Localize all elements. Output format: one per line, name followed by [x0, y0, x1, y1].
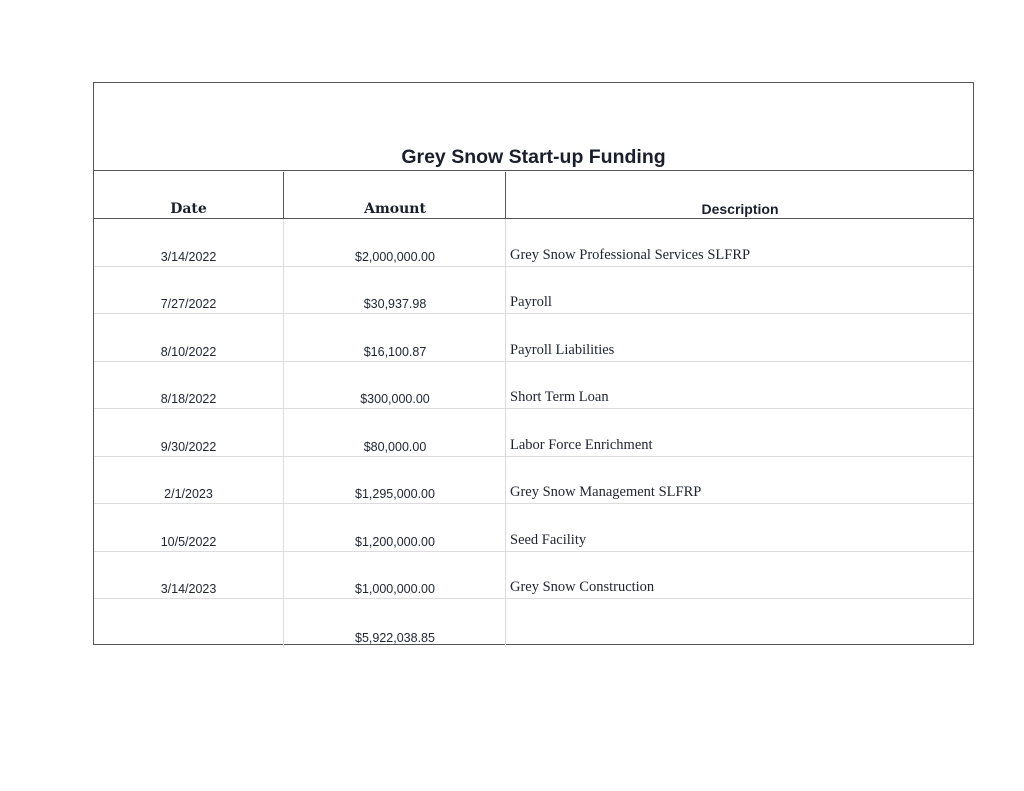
description-value: Grey Snow Construction [510, 579, 655, 595]
amount-cell [285, 504, 506, 551]
date-value: 8/10/2022 [160, 344, 217, 359]
amount-cell [285, 409, 506, 456]
description-cell [507, 457, 973, 504]
description-value: Labor Force Enrichment [510, 436, 653, 453]
description-value: Short Term Loan [510, 389, 609, 405]
date-value: 3/14/2022 [160, 249, 217, 264]
amount-cell [285, 362, 506, 409]
amount-value: $1,000,000.00 [355, 582, 435, 596]
date-cell [94, 457, 284, 504]
amount-value: $80,000.00 [363, 439, 427, 454]
date-cell [94, 552, 284, 599]
amount-value: $1,295,000.00 [355, 487, 435, 501]
total-date-cell [94, 599, 284, 647]
amount-value: $30,937.98 [363, 297, 427, 311]
amount-cell [285, 314, 506, 361]
table-row [94, 457, 973, 505]
date-cell [94, 504, 284, 551]
description-cell [507, 552, 973, 599]
table-row [94, 219, 973, 267]
table-row [94, 267, 973, 315]
table-row [94, 409, 973, 457]
funding-table [93, 82, 974, 645]
header-row [94, 172, 973, 219]
table-row [94, 504, 973, 552]
table-row [94, 362, 973, 410]
date-cell [94, 267, 284, 314]
amount-value: $300,000.00 [360, 392, 430, 406]
date-cell [94, 219, 284, 266]
description-cell [507, 362, 973, 409]
column-header-amount [286, 172, 506, 218]
description-value: Payroll Liabilities [510, 341, 615, 358]
amount-cell [285, 457, 506, 504]
date-value: 2/1/2023 [164, 487, 213, 501]
column-header-description [507, 172, 973, 218]
total-description-cell [507, 599, 973, 647]
amount-value: $1,200,000.00 [355, 534, 435, 549]
table-row [94, 552, 973, 600]
date-cell [94, 362, 284, 409]
date-value: 10/5/2022 [160, 534, 217, 549]
amount-cell [285, 267, 506, 314]
total-amount-value: $5,922,038.85 [355, 630, 435, 645]
date-value: 9/30/2022 [160, 439, 217, 454]
description-cell [507, 314, 973, 361]
column-header-date [94, 172, 284, 218]
table-body [94, 219, 973, 647]
title-row [94, 83, 973, 171]
date-value: 8/18/2022 [160, 392, 217, 406]
table-row [94, 314, 973, 362]
date-cell [94, 409, 284, 456]
amount-cell [285, 219, 506, 266]
description-cell [507, 504, 973, 551]
date-value: 3/14/2023 [160, 582, 217, 596]
amount-value: $2,000,000.00 [355, 249, 435, 264]
table-title: Grey Snow Start-up Funding [401, 146, 666, 168]
date-value: 7/27/2022 [160, 297, 217, 311]
description-cell [507, 219, 973, 266]
description-value: Seed Facility [510, 531, 587, 548]
amount-value: $16,100.87 [363, 344, 427, 359]
date-cell [94, 314, 284, 361]
description-value: Payroll [510, 294, 552, 310]
description-cell [507, 267, 973, 314]
description-value: Grey Snow Management SLFRP [510, 484, 702, 500]
amount-cell [285, 552, 506, 599]
total-row [94, 599, 973, 647]
description-value: Grey Snow Professional Services SLFRP [510, 246, 751, 263]
column-header-date-label: Date [170, 200, 207, 217]
total-amount-cell [285, 599, 506, 647]
description-cell [507, 409, 973, 456]
column-header-description-label: Description [701, 200, 779, 217]
column-header-amount-label: Amount [364, 200, 426, 217]
